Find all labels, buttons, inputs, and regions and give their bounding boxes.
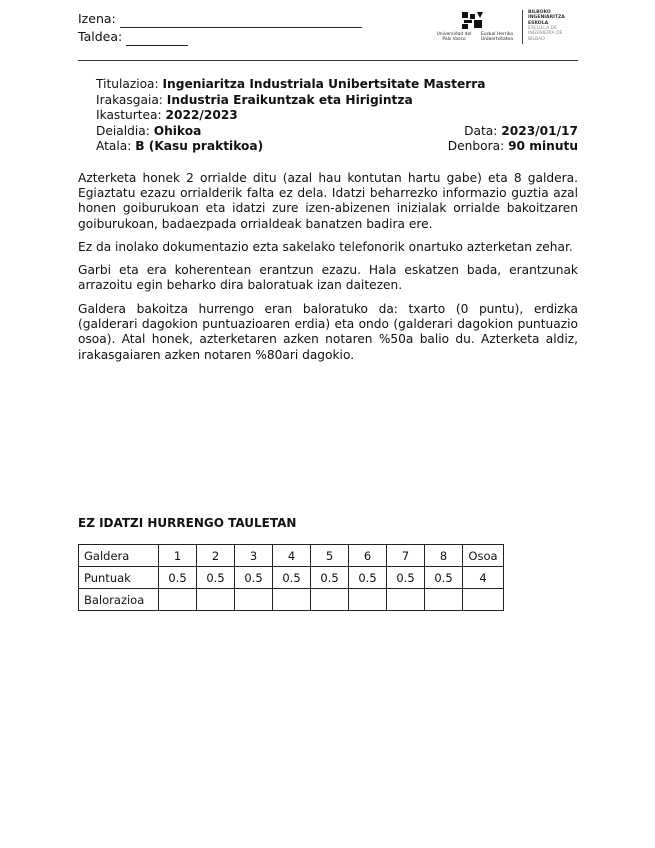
degree-value: Ingeniaritza Industriala Unibertsitate Masterra (162, 77, 486, 91)
table-cell: 0.5 (197, 567, 235, 589)
part-line (96, 139, 263, 155)
table-cell: 8 (425, 545, 463, 567)
table-cell: 0.5 (273, 567, 311, 589)
table-cell: 4 (273, 545, 311, 567)
year-row (96, 108, 578, 124)
table-cell: 2 (197, 545, 235, 567)
university-logo (432, 8, 580, 48)
table-cell: 0.5 (425, 567, 463, 589)
call-value: Ohikoa (153, 123, 202, 138)
exam-info (96, 77, 578, 155)
grading-table (78, 544, 504, 611)
table-cell: Balorazioa (79, 589, 159, 611)
degree-row (96, 77, 578, 93)
score-cell-7 (387, 589, 425, 611)
table-cell: 0.5 (311, 567, 349, 589)
score-cell-5 (311, 589, 349, 611)
score-cell-1 (159, 589, 197, 611)
group-line (126, 32, 188, 46)
table-cell: 0.5 (349, 567, 387, 589)
grading-table-title: EZ IDATZI HURRENGO TAULETAN (78, 516, 297, 530)
part-label: Atala: (96, 139, 136, 153)
degree-line (96, 77, 485, 93)
school-name-eu: BILBOKO INGENIARITZA ESKOLA (528, 10, 565, 26)
subject-row (96, 93, 578, 109)
instructions-paragraph-4: Galdera bakoitza hurrengo eran baloratuko da: txarto (0 puntu), erdizka (galderari dagokion puntuazioaren erdia) eta ondo (galderari dagokion puntuazio osoa). Atal honek, azterketaren azken notaren %50a balio du. Azterketa aldiz, irakasgaiaren azken notaren %80ari dagokio. (78, 302, 578, 362)
call-line (96, 124, 201, 140)
student-fields (78, 10, 362, 46)
table-cell: Osoa (463, 545, 504, 567)
subject-value: Industria Eraikuntzak eta Hirigintza (166, 92, 413, 107)
name-label: Izena: (78, 11, 116, 26)
table-cell: 1 (159, 545, 197, 567)
university-emblem-icon (460, 10, 486, 30)
year-label: Ikasturtea: (96, 108, 166, 122)
group-field-row (78, 28, 362, 46)
table-cell: 0.5 (387, 567, 425, 589)
score-cell-6 (349, 589, 387, 611)
score-cell-3 (235, 589, 273, 611)
score-cell-total (463, 589, 504, 611)
group-label: Taldea: (78, 29, 123, 44)
table-cell: Galdera (79, 545, 159, 567)
degree-label: Titulazioa: (96, 77, 163, 91)
table-cell: Puntuak (79, 567, 159, 589)
table-cell: 7 (387, 545, 425, 567)
year-value: 2022/2023 (165, 108, 238, 122)
school-name-es: ESCUELA DE INGENIERÍA DE BILBAO (528, 26, 563, 42)
logo-caption-eu: Euskal Herriko Unibertsitatea (480, 32, 514, 42)
table-cell: 4 (463, 567, 504, 589)
part-time-row (96, 139, 578, 155)
score-cell-8 (425, 589, 463, 611)
table-score-row (79, 589, 504, 611)
call-label: Deialdia: (96, 123, 154, 138)
logo-divider (522, 10, 523, 44)
name-field-row (78, 10, 362, 28)
time-line (448, 139, 578, 155)
table-cell: 5 (311, 545, 349, 567)
header-divider (78, 60, 578, 61)
score-cell-2 (197, 589, 235, 611)
name-line (120, 14, 362, 28)
date-line (464, 124, 578, 140)
table-points-row (79, 567, 504, 589)
date-value: 2023/01/17 (501, 123, 578, 138)
subject-line (96, 93, 413, 109)
table-cell: 6 (349, 545, 387, 567)
logo-caption-es: Universidad del País Vasco (436, 32, 472, 42)
part-value: B (Kasu praktikoa) (135, 139, 264, 153)
subject-label: Irakasgaia: (96, 92, 167, 107)
date-label: Data: (464, 123, 502, 138)
table-cell: 0.5 (235, 567, 273, 589)
score-cell-4 (273, 589, 311, 611)
call-date-row (96, 124, 578, 140)
time-label: Denbora: (447, 139, 509, 153)
instructions-paragraph-2: Ez da inolako dokumentazio ezta sakelako telefonorik onartuko azterketan zehar. (78, 240, 573, 254)
year-line (96, 108, 238, 124)
table-header-row (79, 545, 504, 567)
table-cell: 0.5 (159, 567, 197, 589)
table-cell: 3 (235, 545, 273, 567)
instructions-paragraph-3: Garbi eta era koherentean erantzun ezazu. Hala eskatzen bada, erantzunak arrazoitu egin beharko dira baloratuak izan daitezen. (78, 263, 578, 293)
time-value: 90 minutu (508, 139, 578, 153)
instructions-paragraph-1: Azterketa honek 2 orrialde ditu (azal hau kontutan hartu gabe) eta 8 galdera. Egiaztatu ezazu orrialderik falta ez dela. Idatzi beharrezko informazio guztia azal honen goiburukoan eta idatzi zure izen-abizenen inizialak orrialde bakoitzaren goiburukoan, badaezpada orrialdeak banatzen badira ere. (78, 171, 578, 231)
